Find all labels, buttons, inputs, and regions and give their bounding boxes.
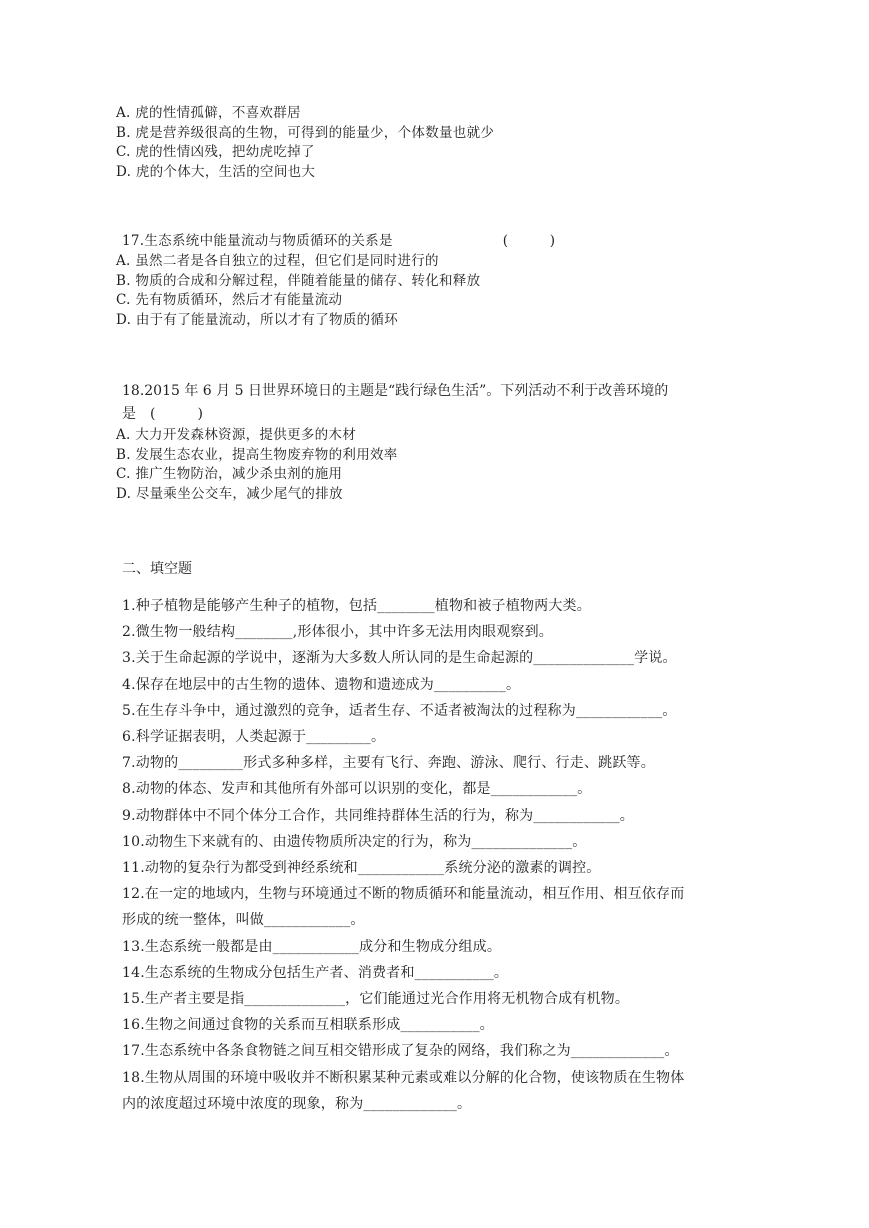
list-item: 1.种子植物是能够产生种子的植物，包括________植物和被子植物两大类。 bbox=[122, 598, 591, 614]
question-text: 17.生态系统中能量流动与物质循环的关系是 bbox=[122, 233, 393, 249]
list-item: 10.动物生下来就有的、由遗传物质所决定的行为，称为______________。 bbox=[122, 833, 587, 850]
list-item: 13.生态系统一般都是由____________成分和生物成分组成。 bbox=[122, 938, 502, 955]
list-item: 17.生态系统中各条食物链之间互相交错形成了复杂的网络，我们称之为_____________。 bbox=[122, 1043, 679, 1060]
answer-paren: ( ) bbox=[502, 233, 556, 249]
list-item: 12.在一定的地域内，生物与环境通过不断的物质循环和能量流动，相互作用、相互依存而 bbox=[122, 886, 685, 903]
option-c: C. 先有物质循环，然后才有能量流动 bbox=[116, 292, 343, 308]
list-item: 11.动物的复杂行为都受到神经系统和____________系统分泌的激素的调控。 bbox=[122, 860, 601, 877]
option-b: B. 虎是营养级很高的生物，可得到的能量少，个体数量也就少 bbox=[116, 124, 495, 141]
fill-in-blank-list bbox=[122, 593, 742, 1117]
list-item-continuation: 形成的统一整体，叫做____________。 bbox=[122, 912, 365, 929]
list-item: 4.保存在地层中的古生物的遗体、遗物和遗迹成为__________。 bbox=[122, 676, 521, 693]
list-item: 15.生产者主要是指______________，它们能通过光合作用将无机物合成有机物。 bbox=[122, 991, 630, 1008]
list-item: 3.关于生命起源的学说中，逐渐为大多数人所认同的是生命起源的______________学说。 bbox=[122, 650, 677, 667]
question-16-options bbox=[116, 104, 756, 182]
option-d: D. 由于有了能量流动，所以才有了物质的循环 bbox=[116, 311, 399, 328]
list-item: 5.在生存斗争中，通过激烈的竞争，适者生存、不适者被淘汰的过程称为____________。 bbox=[122, 702, 677, 719]
option-a: A. 大力开发森林资源，提供更多的木材 bbox=[116, 427, 357, 443]
question-stem bbox=[116, 230, 756, 252]
list-item: 8.动物的体态、发声和其他所有外部可以识别的变化，都是____________。 bbox=[122, 781, 592, 798]
question-stem-line-1: 18.2015 年 6 月 5 日世界环境日的主题是“践行绿色生活”。下列活动不利于改善环境的 bbox=[122, 383, 669, 399]
option-c: C. 推广生物防治，减少杀虫剂的施用 bbox=[116, 466, 343, 482]
option-d: D. 尽量乘坐公交车，减少尾气的排放 bbox=[116, 485, 343, 502]
list-item: 9.动物群体中不同个体分工合作，共同维持群体生活的行为，称为____________。 bbox=[122, 807, 634, 824]
list-item: 18.生物从周围的环境中吸收并不断积累某种元素或难以分解的化合物，使该物质在生物体 bbox=[122, 1069, 685, 1086]
list-item: 16.生物之间通过食物的关系而互相联系形成___________。 bbox=[122, 1017, 494, 1034]
option-d: D. 虎的个体大，生活的空间也大 bbox=[116, 163, 316, 180]
list-item: 14.生态系统的生物成分包括生产者、消费者和___________。 bbox=[122, 964, 509, 981]
question-18 bbox=[116, 378, 756, 504]
option-c: C. 虎的性情凶残，把幼虎吃掉了 bbox=[116, 144, 315, 160]
list-item: 2.微生物一般结构________,形体很小，其中许多无法用肉眼观察到。 bbox=[122, 624, 554, 641]
option-b: B. 物质的合成和分解过程，伴随着能量的储存、转化和释放 bbox=[116, 272, 481, 289]
list-item: 6.科学证据表明，人类起源于_________。 bbox=[122, 729, 386, 746]
option-a: A. 虎的性情孤僻，不喜欢群居 bbox=[116, 105, 301, 121]
list-item-continuation: 内的浓度超过环境中浓度的现象，称为_____________。 bbox=[122, 1095, 472, 1112]
question-17 bbox=[116, 230, 756, 330]
question-stem-line-2: 是 ( ) bbox=[122, 406, 203, 422]
list-item: 7.动物的_________形式多种多样，主要有飞行、奔跑、游泳、爬行、行走、跳跃等。 bbox=[122, 755, 655, 772]
option-b: B. 发展生态农业，提高生物废弃物的利用效率 bbox=[116, 446, 398, 463]
option-a: A. 虽然二者是各自独立的过程，但它们是同时进行的 bbox=[116, 253, 439, 269]
section-title: 二、填空题 bbox=[122, 561, 192, 577]
